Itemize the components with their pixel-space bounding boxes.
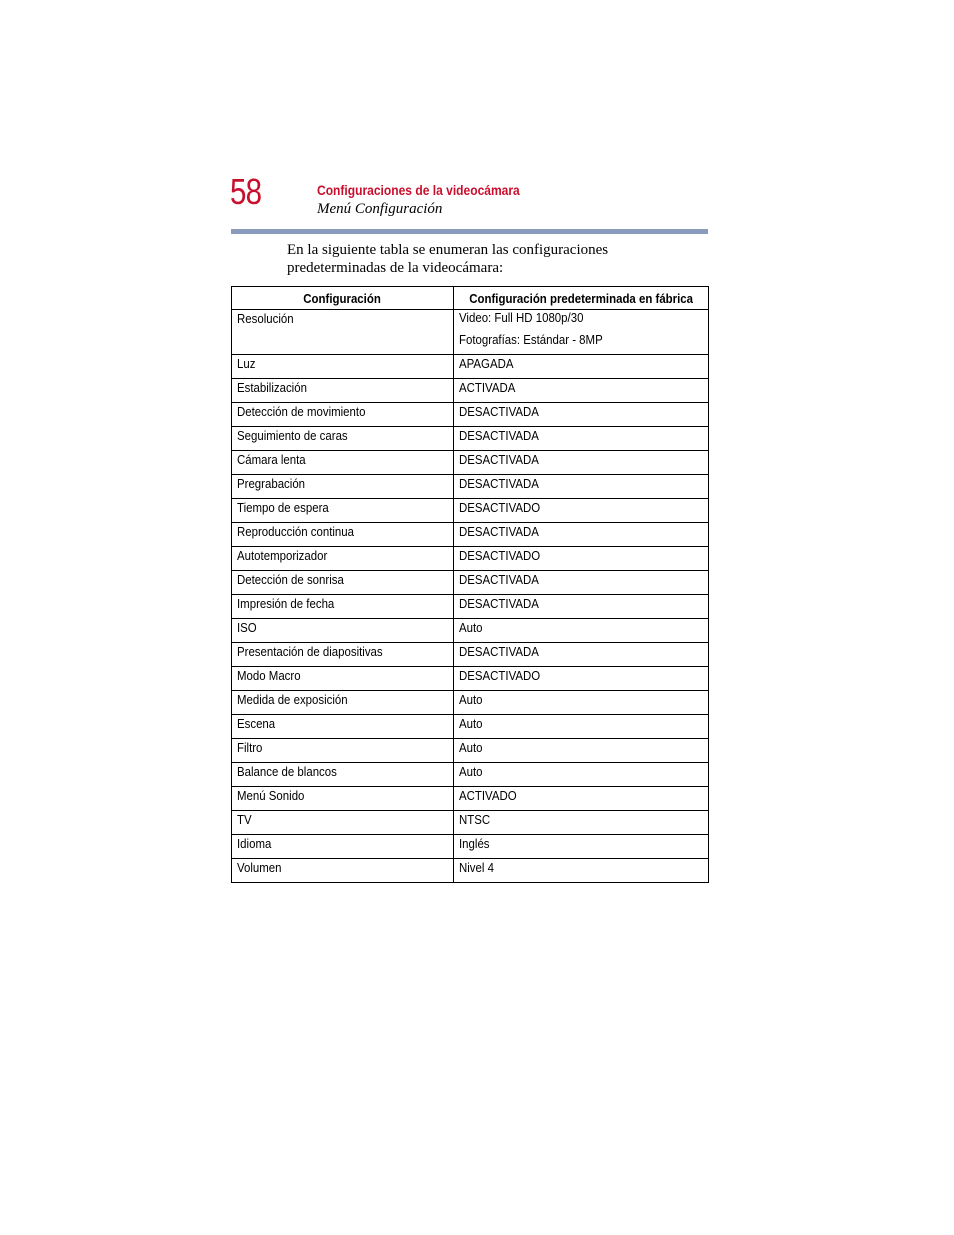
table-row xyxy=(232,499,709,523)
page-number: 58 xyxy=(230,171,262,212)
table-row xyxy=(232,667,709,691)
setting-cell: Idioma xyxy=(232,835,454,859)
table-header-row xyxy=(232,287,709,310)
setting-cell: Volumen xyxy=(232,859,454,883)
setting-cell: Tiempo de espera xyxy=(232,499,454,523)
table-row xyxy=(232,355,709,379)
setting-cell: Escena xyxy=(232,715,454,739)
default-cell: DESACTIVADA xyxy=(453,451,708,475)
default-cell xyxy=(453,310,708,355)
setting-cell: Autotemporizador xyxy=(232,547,454,571)
table-row xyxy=(232,547,709,571)
table-row xyxy=(232,859,709,883)
setting-cell: Resolución xyxy=(232,310,454,355)
section-title: Menú Configuración xyxy=(317,201,443,217)
default-cell: DESACTIVADO xyxy=(453,499,708,523)
default-cell: Inglés xyxy=(453,835,708,859)
table-row xyxy=(232,379,709,403)
default-cell: Auto xyxy=(453,739,708,763)
default-cell: NTSC xyxy=(453,811,708,835)
header-divider xyxy=(231,229,708,234)
setting-cell: ISO xyxy=(232,619,454,643)
default-cell: DESACTIVADA xyxy=(453,643,708,667)
default-cell: APAGADA xyxy=(453,355,708,379)
setting-cell: Menú Sonido xyxy=(232,787,454,811)
setting-cell: Balance de blancos xyxy=(232,763,454,787)
table-row xyxy=(232,811,709,835)
default-cell: Auto xyxy=(453,691,708,715)
default-cell: Nivel 4 xyxy=(453,859,708,883)
setting-cell: TV xyxy=(232,811,454,835)
table-row xyxy=(232,619,709,643)
table-row xyxy=(232,715,709,739)
default-cell: Auto xyxy=(453,715,708,739)
setting-cell: Pregrabación xyxy=(232,475,454,499)
table-row xyxy=(232,739,709,763)
default-cell: DESACTIVADA xyxy=(453,475,708,499)
default-cell: DESACTIVADA xyxy=(453,595,708,619)
default-cell: DESACTIVADA xyxy=(453,523,708,547)
default-cell: ACTIVADA xyxy=(453,379,708,403)
setting-cell: Presentación de diapositivas xyxy=(232,643,454,667)
default-cell: DESACTIVADO xyxy=(453,547,708,571)
table-row xyxy=(232,403,709,427)
setting-cell: Modo Macro xyxy=(232,667,454,691)
table-row xyxy=(232,691,709,715)
setting-cell: Impresión de fecha xyxy=(232,595,454,619)
setting-cell: Estabilización xyxy=(232,379,454,403)
default-cell: DESACTIVADA xyxy=(453,403,708,427)
chapter-title: Configuraciones de la videocámara xyxy=(317,182,520,198)
resolution-video-value: Video: Full HD 1080p/30 xyxy=(458,310,584,325)
setting-cell: Luz xyxy=(232,355,454,379)
table-row xyxy=(232,427,709,451)
table-row xyxy=(232,451,709,475)
setting-cell: Medida de exposición xyxy=(232,691,454,715)
setting-cell: Reproducción continua xyxy=(232,523,454,547)
column-header-default: Configuración predeterminada en fábrica xyxy=(453,287,708,310)
setting-cell: Detección de movimiento xyxy=(232,403,454,427)
setting-cell: Detección de sonrisa xyxy=(232,571,454,595)
setting-cell: Cámara lenta xyxy=(232,451,454,475)
setting-cell: Filtro xyxy=(232,739,454,763)
table-row xyxy=(232,835,709,859)
setting-cell: Seguimiento de caras xyxy=(232,427,454,451)
settings-table xyxy=(231,286,709,883)
table-row xyxy=(232,571,709,595)
default-cell: Auto xyxy=(453,619,708,643)
resolution-photo-value: Fotografías: Estándar - 8MP xyxy=(458,332,603,347)
default-cell: DESACTIVADO xyxy=(453,667,708,691)
default-cell: ACTIVADO xyxy=(453,787,708,811)
table-row xyxy=(232,643,709,667)
table-row xyxy=(232,787,709,811)
table-row xyxy=(232,763,709,787)
default-cell: DESACTIVADA xyxy=(453,427,708,451)
table-row xyxy=(232,595,709,619)
default-cell: DESACTIVADA xyxy=(453,571,708,595)
intro-paragraph: En la siguiente tabla se enumeran las configuraciones predeterminadas de la videocámara: xyxy=(287,242,609,276)
column-header-setting: Configuración xyxy=(232,287,454,310)
table-row xyxy=(232,475,709,499)
default-cell: Auto xyxy=(453,763,708,787)
table-row xyxy=(232,523,709,547)
table-row xyxy=(232,310,709,355)
